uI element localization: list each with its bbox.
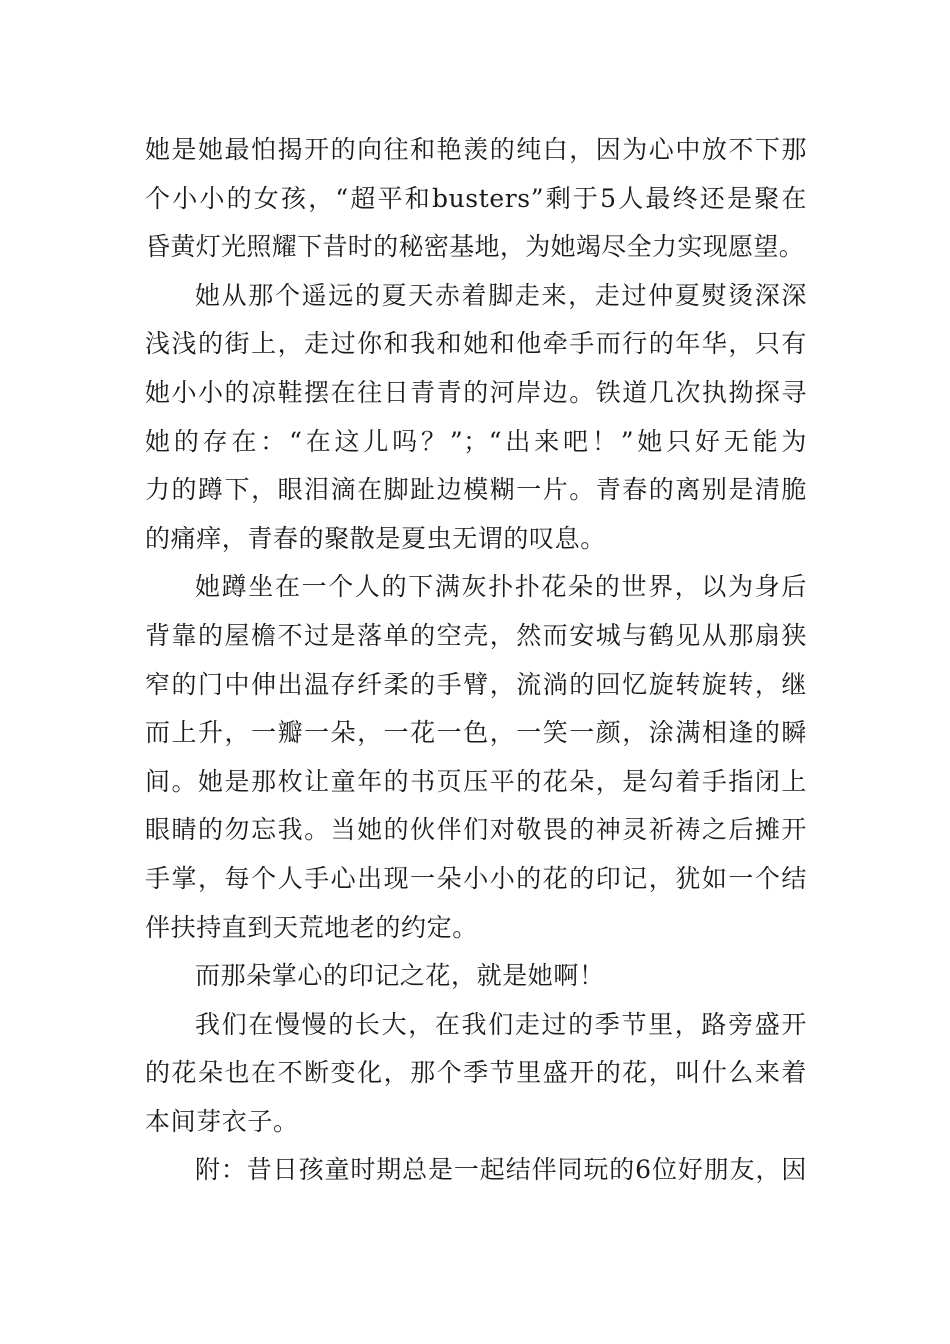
text-line: 而上升，一瓣一朵，一花一色，一笑一颜，涂满相逢的瞬 (145, 718, 807, 748)
text-line: 我们在慢慢的长大，在我们走过的季节里，路旁盛开 (195, 1009, 807, 1039)
text-line: 本间芽衣子。 (145, 1106, 299, 1136)
text-line: 而那朵掌心的印记之花，就是她啊！ (195, 961, 605, 991)
text-line: 伴扶持直到天荒地老的约定。 (145, 912, 478, 942)
text-line: 她从那个遥远的夏天赤着脚走来，走过仲夏熨烫深深 (195, 280, 807, 310)
text-line: 她是她最怕揭开的向往和艳羡的纯白，因为心中放不下那 (145, 135, 807, 164)
text-line: 的花朵也在不断变化，那个季节里盛开的花，叫什么来着 (145, 1058, 807, 1088)
paragraph-1 (145, 126, 807, 272)
text-line: 她小小的凉鞋摆在往日青青的河岸边。铁道几次执拗探寻 (145, 377, 807, 407)
paragraph-3 (145, 563, 807, 952)
paragraph-4 (145, 952, 807, 1001)
text-line: 昏黄灯光照耀下昔时的秘密基地，为她竭尽全力实现愿望。 (145, 232, 805, 262)
paragraph-2 (145, 272, 807, 564)
text-line: 手掌，每个人手心出现一朵小小的花的印记，犹如一个结 (145, 863, 807, 893)
document-page (145, 126, 807, 1195)
paragraph-5 (145, 1001, 807, 1147)
text-line: 间。她是那枚让童年的书页压平的花朵，是勾着手指闭上 (145, 766, 807, 796)
text-line: 附：昔日孩童时期总是一起结伴同玩的6位好朋友，因 (195, 1155, 807, 1185)
text-line: 她蹲坐在一个人的下满灰扑扑花朵的世界，以为身后 (195, 572, 807, 602)
text-line: 眼睛的勿忘我。当她的伙伴们对敬畏的神灵祈祷之后摊开 (145, 815, 807, 845)
text-line: 浅浅的街上，走过你和我和她和他牵手而行的年华，只有 (145, 329, 807, 359)
text-line: 窄的门中伸出温存纤柔的手臂，流淌的回忆旋转旋转，继 (145, 669, 807, 699)
text-line: 的痛痒，青春的聚散是夏虫无谓的叹息。 (145, 523, 606, 553)
paragraph-6 (145, 1146, 807, 1195)
text-line: 她的存在：“在这儿吗？”；“出来吧！”她只好无能为 (145, 426, 807, 456)
text-line: 力的蹲下，眼泪滴在脚趾边模糊一片。青春的离别是清脆 (145, 475, 807, 505)
text-line: 个小小的女孩，“超平和busters”剩于5人最终还是聚在 (145, 183, 807, 213)
text-line: 背靠的屋檐不过是落单的空壳，然而安城与鹤见从那扇狭 (145, 620, 807, 650)
